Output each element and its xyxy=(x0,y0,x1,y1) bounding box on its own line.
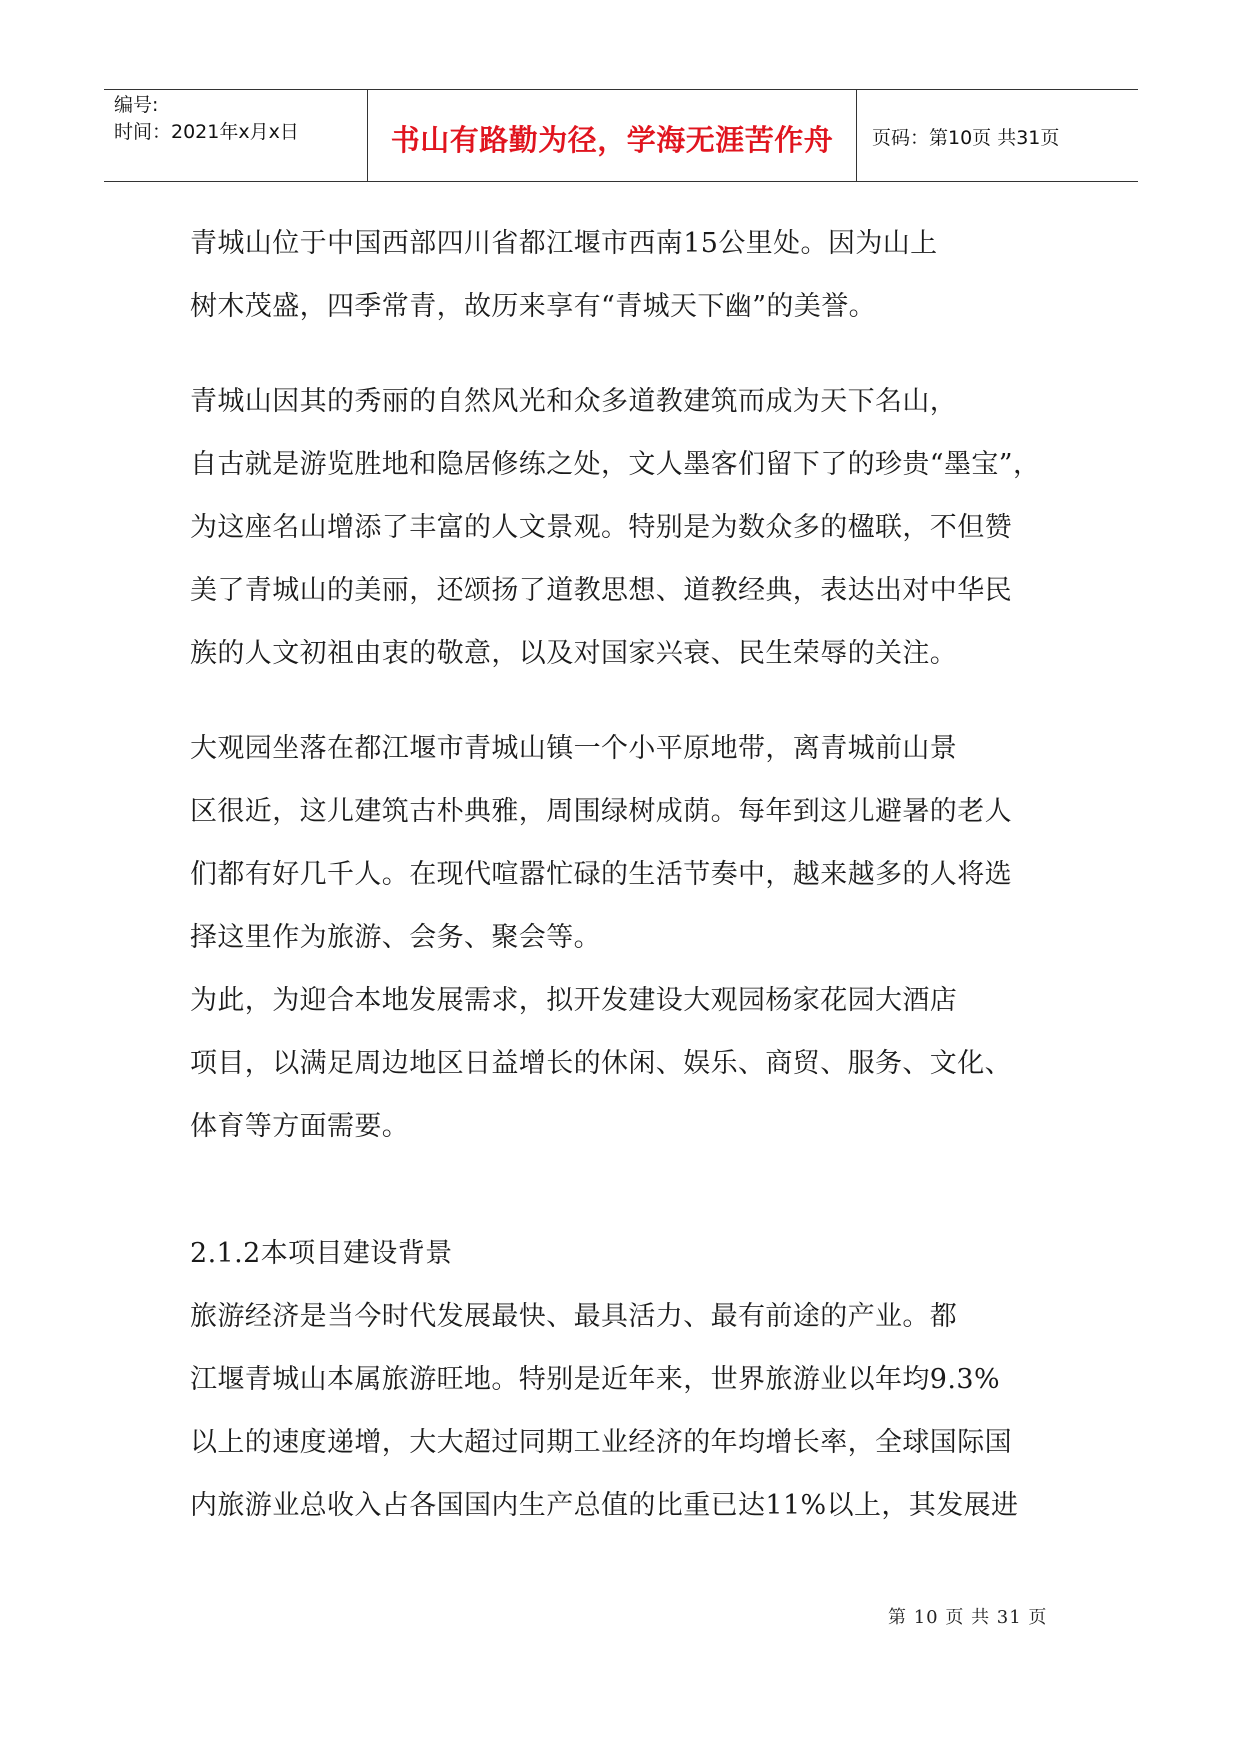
body-line: 青城山位于中国西部四川省都江堰市西南15公里处。因为山上 xyxy=(190,228,938,259)
body-line: 美了青城山的美丽，还颂扬了道教思想、道教经典，表达出对中华民 xyxy=(190,575,1012,606)
document-number-label: 编号: xyxy=(114,94,159,116)
page-footer: 第 10 页 共 31 页 xyxy=(888,1607,1048,1628)
document-time-label: 时间：2021年x月x日 xyxy=(114,121,299,143)
body-line: 大观园坐落在都江堰市青城山镇一个小平原地带，离青城前山景 xyxy=(190,733,958,764)
body-line: 为这座名山增添了丰富的人文景观。特别是为数众多的楹联，不但赞 xyxy=(190,512,1012,543)
header-divider xyxy=(367,90,368,181)
body-line: 体育等方面需要。 xyxy=(190,1111,410,1142)
body-line: 择这里作为旅游、会务、聚会等。 xyxy=(190,922,601,953)
body-line: 内旅游业总收入占各国国内生产总值的比重已达11%以上，其发展进 xyxy=(190,1490,1019,1521)
body-line: 们都有好几千人。在现代喧嚣忙碌的生活节奏中，越来越多的人将选 xyxy=(190,859,1012,890)
header-motto: 书山有路勤为径，学海无涯苦作舟 xyxy=(390,123,834,157)
body-line: 江堰青城山本属旅游旺地。特别是近年来，世界旅游业以年均9.3% xyxy=(190,1364,1000,1395)
body-line: 青城山因其的秀丽的自然风光和众多道教建筑而成为天下名山， xyxy=(190,386,958,417)
body-line: 以上的速度递增，大大超过同期工业经济的年均增长率，全球国际国 xyxy=(190,1427,1012,1458)
header-meta xyxy=(114,92,364,146)
body-line: 树木茂盛，四季常青，故历来享有“青城天下幽”的美誉。 xyxy=(190,291,877,322)
body-line: 项目，以满足周边地区日益增长的休闲、娱乐、商贸、服务、文化、 xyxy=(190,1048,1012,1079)
header-divider xyxy=(856,90,857,181)
body-line: 区很近，这儿建筑古朴典雅，周围绿树成荫。每年到这儿避暑的老人 xyxy=(190,796,1012,827)
body-line: 为此，为迎合本地发展需求，拟开发建设大观园杨家花园大酒店 xyxy=(190,985,958,1016)
body-line: 自古就是游览胜地和隐居修练之处，文人墨客们留下了的珍贵“墨宝”， xyxy=(190,449,1041,480)
body-line: 旅游经济是当今时代发展最快、最具活力、最有前途的产业。都 xyxy=(190,1301,958,1332)
section-heading: 2.1.2本项目建设背景 xyxy=(190,1238,453,1269)
page-header xyxy=(104,89,1138,182)
header-page-info: 页码：第10页 共31页 xyxy=(872,127,1060,149)
body-line: 族的人文初祖由衷的敬意，以及对国家兴衰、民生荣辱的关注。 xyxy=(190,638,958,669)
